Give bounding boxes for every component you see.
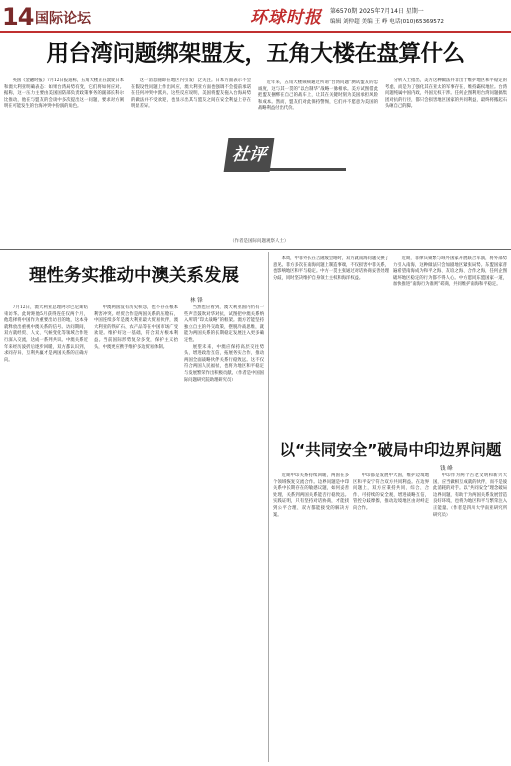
lead-article-column: 这一消息随即在地区内引发广泛关注。日本方面表示不会在假设性问题上作出回应，澳大利亚方面也强调不会提前承诺在任何冲突中派兵。这些反应说明，美国将盟友拖入台海局势的做法并不受欢迎，也显示出其与盟友之间在安全利益上存在明显差异。	[131, 78, 251, 110]
page-number: 14	[2, 3, 34, 31]
commentary-badge: 社评	[224, 138, 275, 172]
editor-info: 编辑 刘仲超 美编 王 峥 电话(010)65369572	[330, 19, 444, 25]
lead-article-footnote: （作者是国际问题观察人士）	[230, 239, 289, 244]
right-top-column: 本周，中菲外长在吉隆坡会晤时，双方就南海问题交换了意见。菲方多次在南海问题上制造事端，不仅损害中菲关系，也影响地区和平与稳定。中方一贯主张通过对话协商妥善处理分歧，同时坚决维护自身领土主权和海洋权益。	[273, 256, 389, 281]
right-article-author: 钱 峰	[440, 466, 453, 472]
lead-article-column: 英国《金融时报》7月12日报道称，五角大楼正在敦促日本和澳大利亚明确表态：如果台湾局势有变，它们将如何应对。据称，这一压力主要由美国国防部负责政策事务的副部长科尔比推动，他在与盟友的会谈中多次提出这一问题，要求对方阐明在可能发生的台海冲突中扮演的角色。	[4, 78, 124, 110]
section-name: 国际论坛	[35, 11, 91, 27]
left-article-author: 林 锋	[190, 298, 203, 304]
issue-info: 第6570期 2025年7月14日 星期一	[330, 8, 424, 15]
left-article-column: 7月12日，澳大利亚总理阿尔巴尼斯结束访华。此时距他5月获得连任仅两个月，他选择将中国作为重要出访目的地，这本身就释放出重视中澳关系的信号。访问期间，双方就经贸、人文、气候变化等领域合作进行深入交流，达成一系列共识。中澳关系近年来经历波折后逐步回暖，双方都认识到，求同存异、互利共赢才是两国关系的正确方向。	[4, 305, 88, 363]
right-top-column: 近期，菲律宾频繁与域外国家开展联合军演，将外部势力引入南海，这种做法只会加剧地区紧张局势。东盟国家普遍希望南海成为和平之海、友谊之海、合作之海，任何企图破坏地区稳定的行为都不得人心。中方愿同东盟国家一道，加快推进“南海行为准则”磋商，共同维护南海和平稳定。	[393, 256, 507, 288]
badge-underline	[226, 168, 346, 171]
lead-article-column: 分析人士指出，美方这种做法并非出于维护地区和平稳定的考虑，而是为了强化其在亚太的军事存在，维持霸权地位。台湾问题纯属中国内政，外国无权干涉。任何企图利用台湾问题搞集团对抗的行径，都只会损害地区国家的共同利益，最终将搬起石头砸自己的脚。	[385, 78, 507, 110]
right-article-title: 以“共同安全”破局中印边界问题	[279, 441, 502, 459]
right-article-column: 中印都是发展中大国，维护边境地区和平安宁符合双方共同利益。在边界问题上，双方应秉持共同、综合、合作、可持续的安全观，增进战略互信，管控分歧摩擦，推动边境地区由对峙走向合作。	[353, 473, 429, 511]
left-article-column: 中澳两国没有历史积怨，也不存在根本利害冲突。经贸合作是两国关系的压舱石，中国连续多年是澳大利亚最大贸易伙伴，澳大利亚的铁矿石、农产品等在中国市场广受欢迎。维护好这一基础，符合双方根本利益。当前国际形势复杂多变，保护主义抬头，中澳更应携手维护多边贸易体制。	[94, 305, 178, 350]
column-divider	[268, 252, 269, 762]
masthead	[0, 0, 511, 33]
right-article-column: 中印作为两个古老文明和新兴大国，应当做相互成就的伙伴，而不是彼此消耗的对手。以“共同安全”理念破局边界问题，有助于为两国关系发展营造良好环境，也将为地区和平与繁荣注入正能量。（作者是四川大学南亚研究所研究员）	[433, 473, 507, 518]
masthead-rule	[0, 31, 511, 33]
left-article-title: 理性务实推动中澳关系发展	[29, 266, 239, 286]
left-article-column: 当然也应看到，澳大利亚国内仍有一些声音鼓吹对华对抗，试图把中澳关系纳入所谓“印太战略”的框架。澳方若能坚持独立自主的外交政策，摆脱冷战思维，就能为两国关系的长期稳定发展注入更多确定性。 展望未来，中澳应保持高层交往势头，增进政治互信，拓展务实合作，推动两国全面战略伙伴关系行稳致远。这不仅符合两国人民福祉，也将为地区和平稳定与发展繁荣作出积极贡献。（作者是中国国际问题研究院助理研究员）	[184, 305, 264, 383]
right-article-column: 近期中印关系持续回暖，两国在多个领域恢复交流合作。边界问题是中印关系中长期存在的敏感议题，如何妥善处理，关系到两国关系能否行稳致远。实践证明，只有坚持对话协商，才能找到公平合理、双方都能接受的解决方案。	[273, 473, 349, 518]
lead-headline: 用台湾问题绑架盟友，五角大楼在盘算什么	[46, 41, 465, 67]
newspaper-logo: 环球时报	[250, 8, 322, 28]
section-divider	[0, 249, 511, 250]
lead-article-column: 近年来，五角大楼频频通过所谓“台湾问题”测试盟友的忠诚度，这与其一贯的“以台制华”战略一脉相承。美方试图借此把盟友捆绑在自己的战车上，让其在关键时刻为美国承担风险和成本。然而，盟友们对此保持警惕，它们并不愿意为美国的战略利益付出代价。	[258, 80, 378, 112]
